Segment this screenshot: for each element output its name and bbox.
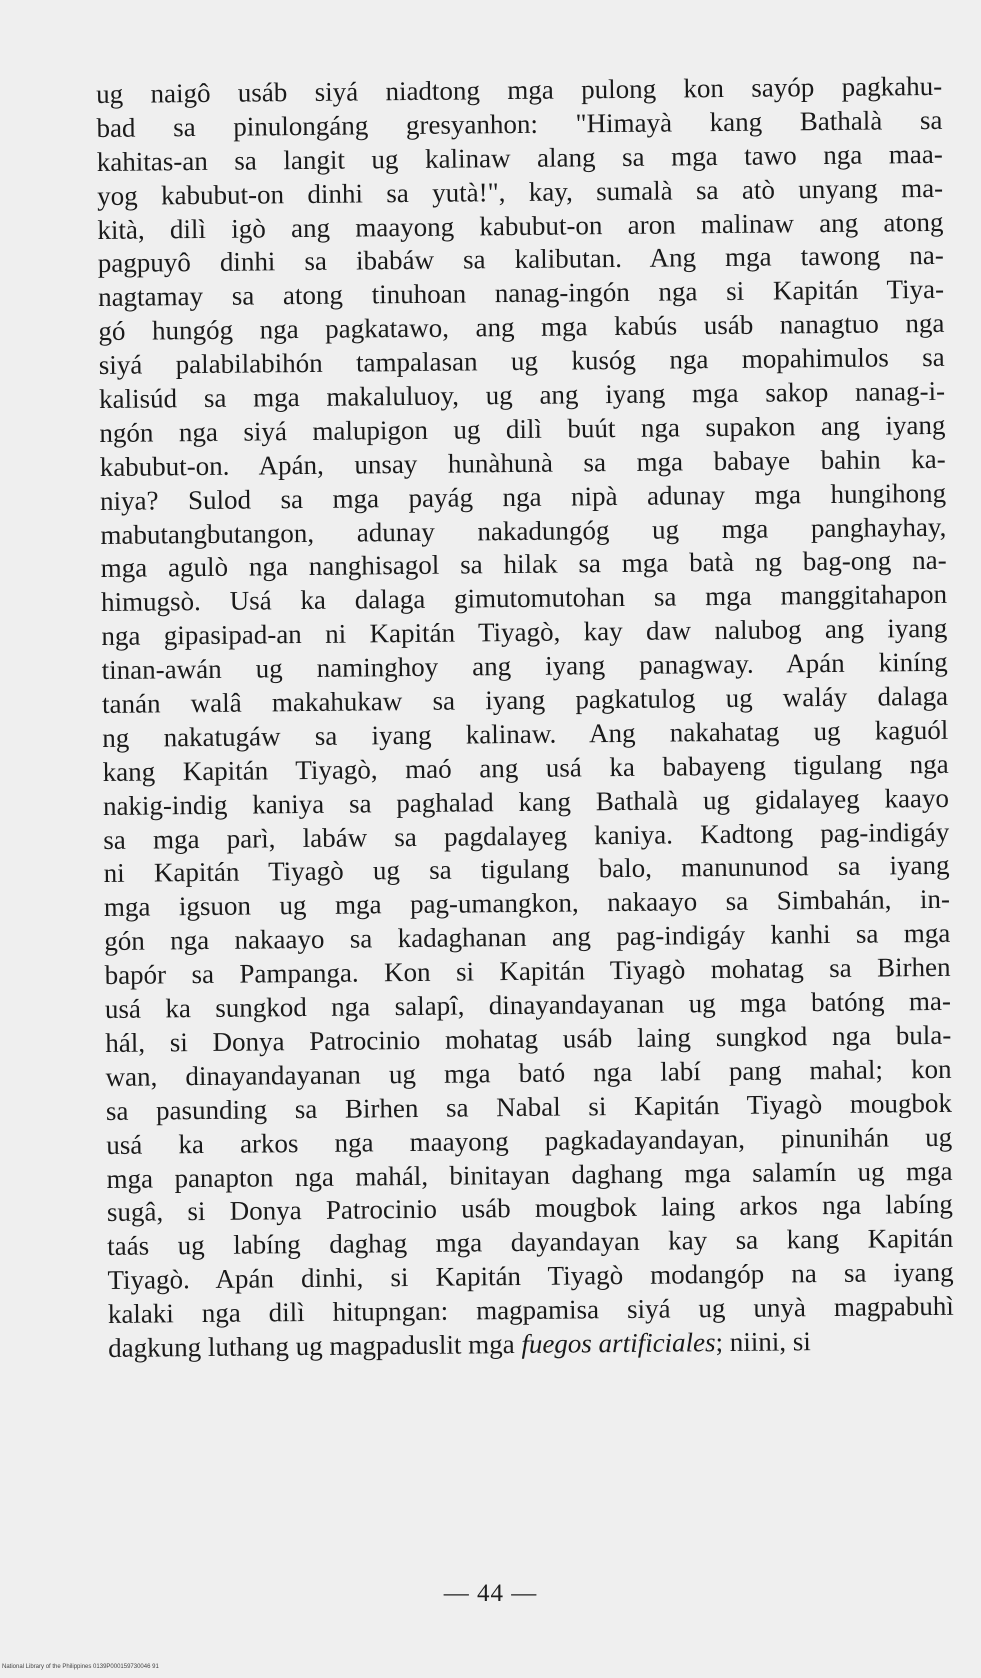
text-line: nagtamay sa atong tinuhoan nanag-ingón nga si Kapitán Tiya- — [97, 274, 945, 313]
text-line: dagkung luthang ug magpaduslit mga fuegos artificiales; niini, si — [108, 1326, 811, 1363]
text-line: kang Kapitán Tiyagò, maó ang usá ka babayeng tigulang nga — [102, 748, 949, 787]
text-line: mga igsuon ug mga pag-umangkon, nakaayo sa Simbahán, in- — [103, 884, 951, 923]
text-line: bad sa pinulongáng gresyanhon: "Himayà kang Bathalà sa — [96, 104, 943, 143]
text-line: usá ka arkos nga maayong pagkadayandayan, pinunihán ug — [106, 1121, 953, 1160]
body-text — [96, 70, 954, 1366]
text-line: tinan-awán ug naminghoy ang iyang panagway. Apán kiníng — [101, 646, 948, 686]
italic-phrase: fuegos artificiales — [521, 1327, 716, 1359]
text-line: sa mga parì, labáw sa pagdalayeg kaniya. Kadtong pag-indigáy — [103, 816, 950, 855]
text-line: ni Kapitán Tiyagò ug sa tigulang balo, manununod sa iyang — [103, 850, 950, 889]
text-line: pagpuyô dinhi sa ibabáw sa kalibutan. Ang mga tawong na- — [97, 240, 944, 279]
text-line: kahitas-an sa langit ug kalinaw alang sa mga tawo nga maa- — [96, 138, 943, 177]
text-line: siyá palabilabihón tampalasan ug kusóg nga mopahimulos sa — [98, 341, 945, 381]
scan-credit: National Library of the Philippines 0139P000159730046 91 — [2, 1664, 159, 1670]
text-line: yog kabubut-on dinhi sa yutà!", kay, sumalà sa atò unyang ma- — [96, 172, 944, 211]
text-line: kità, dilì igò ang maayong kabubut-on aron malinaw ang atong — [97, 206, 944, 245]
text-line: gón nga nakaayo sa kadaghanan ang pag-indigáy kanhi sa mga — [104, 918, 951, 957]
text-line: himugsò. Usá ka dalaga gimutomutohan sa mga manggitahapon — [100, 579, 948, 618]
text-line: kalisúd sa mga makaluluoy, ug ang iyang mga sakop nanag-i- — [98, 375, 946, 415]
text-line: mga agulò nga nanghisagol sa hilak sa mga batà ng bag-ong na- — [100, 545, 947, 584]
text-line: nga gipasipad-an ni Kapitán Tiyagò, kay daw nalubog ang iyang — [101, 613, 948, 652]
text-line: taás ug labíng daghag mga dayandayan kay sa kang Kapitán — [107, 1223, 954, 1262]
text-line: niya? Sulod sa mga payág nga nipà adunay mga hungihong — [99, 477, 947, 516]
text-line: ngón nga siyá malupigon ug dilì buút nga supakon ang iyang — [99, 409, 946, 448]
text-line: sugâ, si Donya Patrocinio usáb mougbok laing arkos nga labíng — [106, 1189, 953, 1228]
text-line: gó hungóg nga pagkatawo, ang mga kabús usáb nanagtuo nga — [98, 308, 945, 347]
text-line: mga panapton nga mahál, binitayan daghang mga salamín ug mga — [106, 1155, 953, 1194]
text-line: Tiyagò. Apán dinhi, si Kapitán Tiyagò modangóp na sa iyang — [107, 1256, 954, 1296]
text-line: bapór sa Pampanga. Kon si Kapitán Tiyagò mohatag sa Birhen — [104, 951, 951, 991]
text-line: kalaki nga dilì hitupngan: magpamisa siyá ug unyà magpabuhì — [107, 1290, 954, 1330]
text-line: sa pasunding sa Birhen sa Nabal si Kapitán Tiyagò mougbok — [105, 1087, 953, 1126]
text-line: nakig-indig kaniya sa paghalad kang Bathalà ug gidalayeg kaayo — [102, 782, 950, 821]
text-line: kabubut-on. Apán, unsay hunàhunà sa mga babaye bahin ka- — [99, 443, 946, 482]
text-line: wan, dinayandayanan ug mga bató nga labí pang mahal; kon — [105, 1053, 952, 1092]
text-line: usá ka sungkod nga salapî, dinayandayanan ug mga batóng ma- — [104, 985, 952, 1025]
text-line: ug naigô usáb siyá niadtong mga pulong kon sayóp pagkahu- — [96, 70, 943, 109]
text-line: ng nakatugáw sa iyang kalinaw. Ang nakahatag ug kaguól — [102, 714, 949, 753]
text-line: tanán walâ makahukaw sa iyang pagkatulog ug waláy dalaga — [101, 680, 949, 720]
text-line: mabutangbutangon, adunay nakadungóg ug mga panghayhay, — [100, 511, 947, 550]
page-number: — 44 — — [443, 1580, 538, 1607]
text-line: hál, si Donya Patrocinio mohatag usáb laing sungkod nga bula- — [105, 1019, 952, 1058]
